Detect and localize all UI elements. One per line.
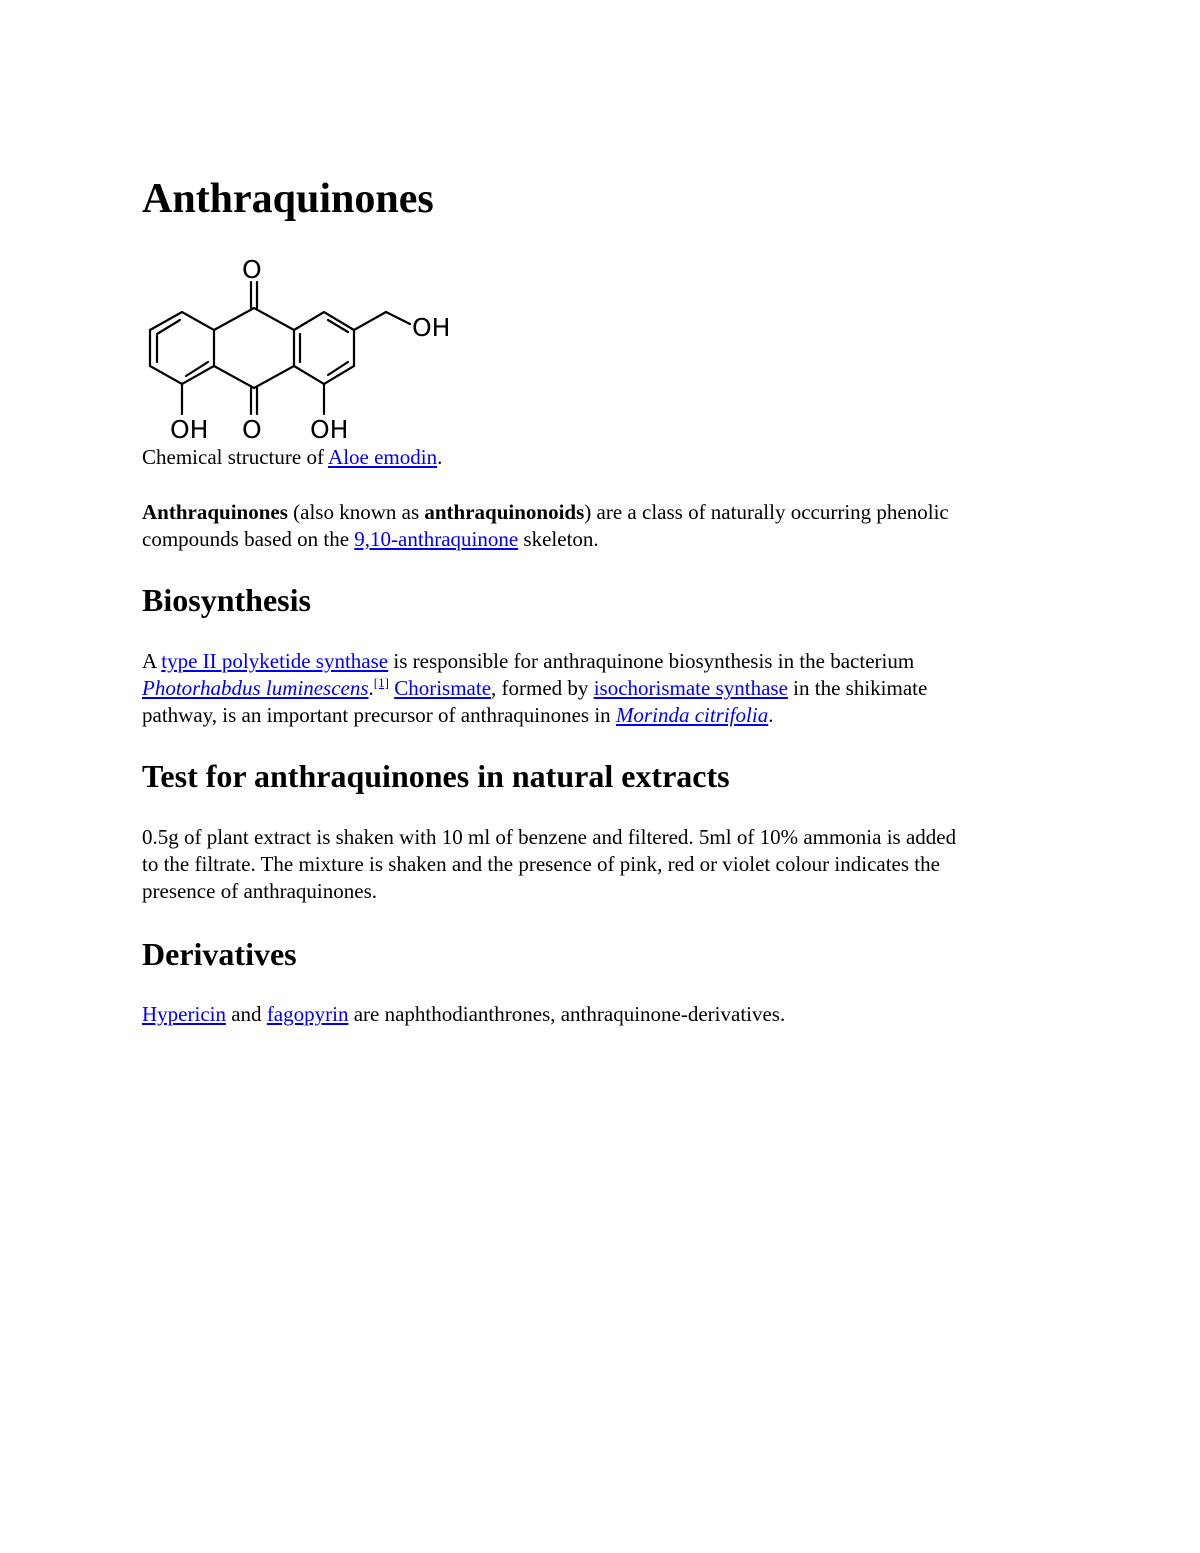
chorismate-link[interactable]: Chorismate (394, 676, 492, 700)
biosynthesis-text: . (368, 676, 374, 700)
test-paragraph (142, 824, 1062, 905)
intro-bold-term: Anthraquinones (142, 500, 288, 524)
intro-text: ) are a class of naturally occurring phenolic (584, 500, 949, 524)
anthraquinone-link[interactable]: 9,10-anthraquinone (354, 527, 519, 551)
intro-text: (also known as (287, 500, 425, 524)
photorhabdus-link[interactable]: Photorhabdus luminescens (142, 676, 369, 700)
label-o-top: O (242, 255, 262, 284)
figure-caption (142, 444, 442, 471)
label-oh-right: OH (412, 313, 451, 342)
biosynthesis-text: is responsible for anthraquinone biosynthesis in the bacterium (388, 649, 915, 673)
test-heading: Test for anthraquinones in natural extracts (142, 758, 730, 794)
test-line: presence of anthraquinones. (142, 879, 377, 903)
polyketide-synthase-link[interactable]: type II polyketide synthase (161, 649, 389, 673)
test-line: 0.5g of plant extract is shaken with 10 ml of benzene and filtered. 5ml of 10% ammonia is added (142, 825, 957, 849)
biosynthesis-text: . (768, 703, 774, 727)
biosynthesis-text: in the shikimate (787, 676, 928, 700)
intro-paragraph (142, 499, 1062, 553)
label-o-bottom: O (242, 415, 262, 444)
derivatives-text: and (225, 1002, 267, 1026)
caption-period: . (437, 445, 443, 469)
biosynthesis-text: A (142, 649, 162, 673)
biosynthesis-paragraph (142, 648, 1062, 729)
reference-1-link[interactable]: [1] (373, 675, 389, 690)
intro-text: compounds based on the (142, 527, 355, 551)
left-ring (150, 312, 214, 384)
right-ring (294, 312, 354, 384)
intro-bold-alias: anthraquinonoids (424, 500, 585, 524)
page-title: Anthraquinones (142, 176, 434, 222)
biosynthesis-heading: Biosynthesis (142, 582, 311, 618)
chemical-structure-figure (142, 252, 472, 444)
fagopyrin-link[interactable]: fagopyrin (266, 1002, 349, 1026)
middle-ring-bottom (214, 366, 294, 388)
label-oh-left: OH (170, 415, 209, 444)
test-line: to the filtrate. The mixture is shaken and the presence of pink, red or violet colour indicates the (142, 852, 940, 876)
label-oh-mid: OH (310, 415, 349, 444)
derivatives-paragraph (142, 1001, 1062, 1028)
biosynthesis-text: pathway, is an important precursor of anthraquinones in (142, 703, 616, 727)
isochorismate-synthase-link[interactable]: isochorismate synthase (593, 676, 788, 700)
hypericin-link[interactable]: Hypericin (142, 1002, 226, 1026)
biosynthesis-text: , formed by (491, 676, 594, 700)
intro-text: skeleton. (518, 527, 599, 551)
caption-text: Chemical structure of (142, 445, 329, 469)
aloe-emodin-link[interactable]: Aloe emodin (328, 445, 438, 469)
derivatives-heading: Derivatives (142, 936, 297, 972)
morinda-citrifolia-link[interactable]: Morinda citrifolia (615, 703, 769, 727)
derivatives-text: are naphthodianthrones, anthraquinone-derivatives. (348, 1002, 786, 1026)
aloe-emodin-structure (142, 252, 472, 444)
middle-ring-top (214, 308, 294, 330)
